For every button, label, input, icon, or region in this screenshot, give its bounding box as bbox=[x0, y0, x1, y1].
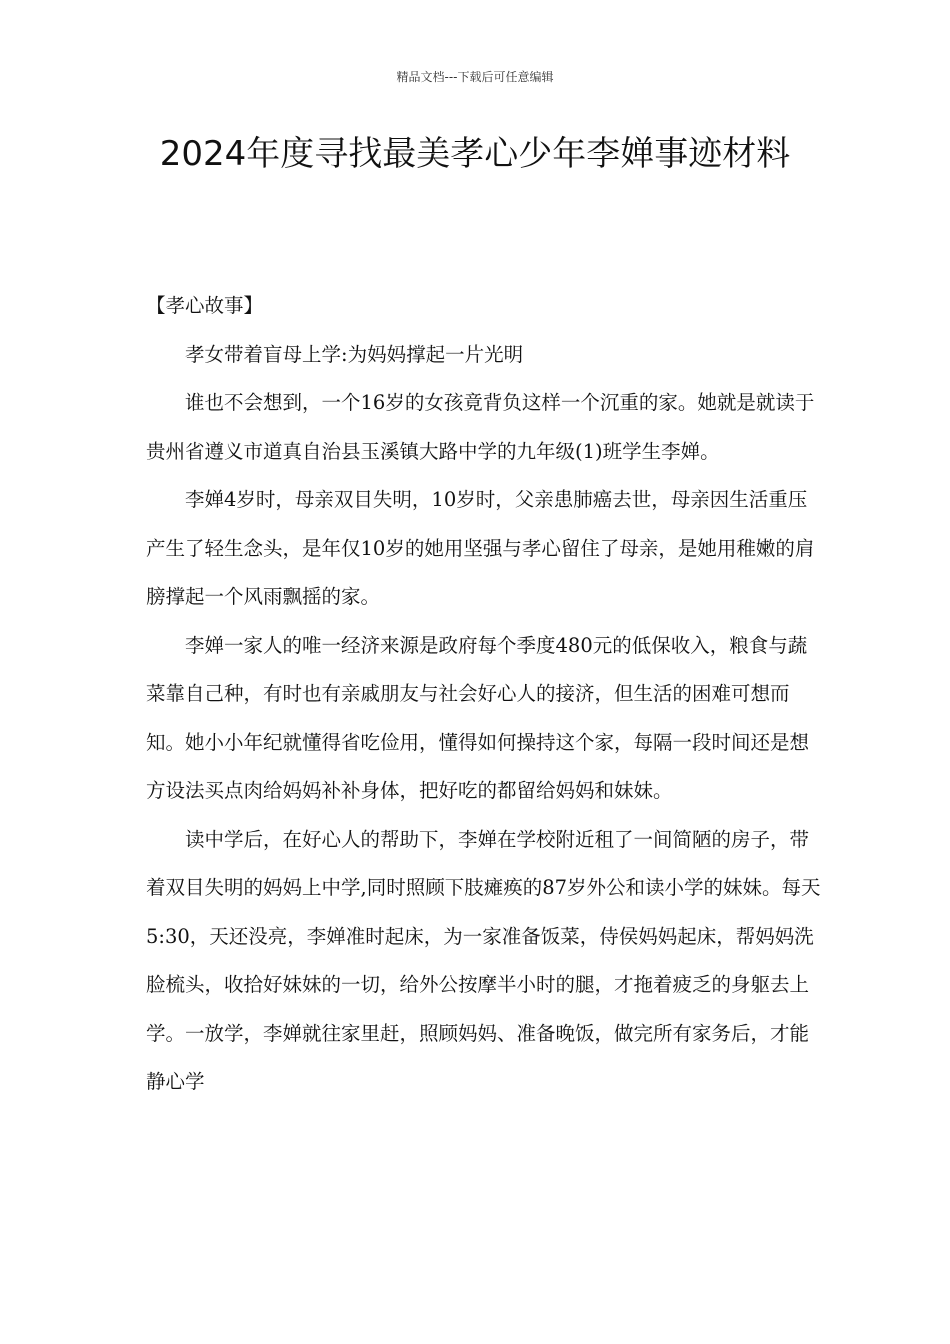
paragraph: 读中学后，在好心人的帮助下，李婵在学校附近租了一间简陋的房子，带着双目失明的妈妈上中学,同时照顾下肢瘫痪的87岁外公和读小学的妹妹。每天5:30，天还没亮，李婵准时起床，为一家准备饭菜，侍侯妈妈起床，帮妈妈洗脸梳头，收拾好妹妹的一切，给外公按摩半小时的腿，才拖着疲乏的身躯去上学。一放学，李婵就往家里赶，照顾妈妈、准备晚饭，做完所有家务后，才能静心学 bbox=[146, 827, 821, 1093]
paragraph: 李婵4岁时，母亲双目失明，10岁时，父亲患肺癌去世，母亲因生活重压产生了轻生念头，是年仅10岁的她用坚强与孝心留住了母亲，是她用稚嫩的肩膀撑起一个风雨飘摇的家。 bbox=[146, 488, 815, 608]
document-body bbox=[146, 282, 822, 1107]
section-label: 【孝心故事】 bbox=[146, 294, 264, 317]
paragraph: 谁也不会想到，一个16岁的女孩竟背负这样一个沉重的家。她就是就读于贵州省遵义市道真自治县玉溪镇大路中学的九年级(1)班学生李婵。 bbox=[146, 391, 815, 463]
header-note: 精品文档---下载后可任意编辑 bbox=[396, 70, 554, 84]
story-subtitle: 孝女带着盲母上学:为妈妈撑起一片光明 bbox=[185, 342, 524, 366]
paragraph: 李婵一家人的唯一经济来源是政府每个季度480元的低保收入，粮食与蔬菜靠自己种，有时也有亲戚朋友与社会好心人的接济，但生活的困难可想而知。她小小年纪就懂得省吃俭用，懂得如何操持这个家，每隔一段时间还是想方设法买点肉给妈妈补补身体，把好吃的都留给妈妈和妹妹。 bbox=[146, 633, 810, 802]
document-title: 2024年度寻找最美孝心少年李婵事迹材料 bbox=[159, 134, 791, 174]
